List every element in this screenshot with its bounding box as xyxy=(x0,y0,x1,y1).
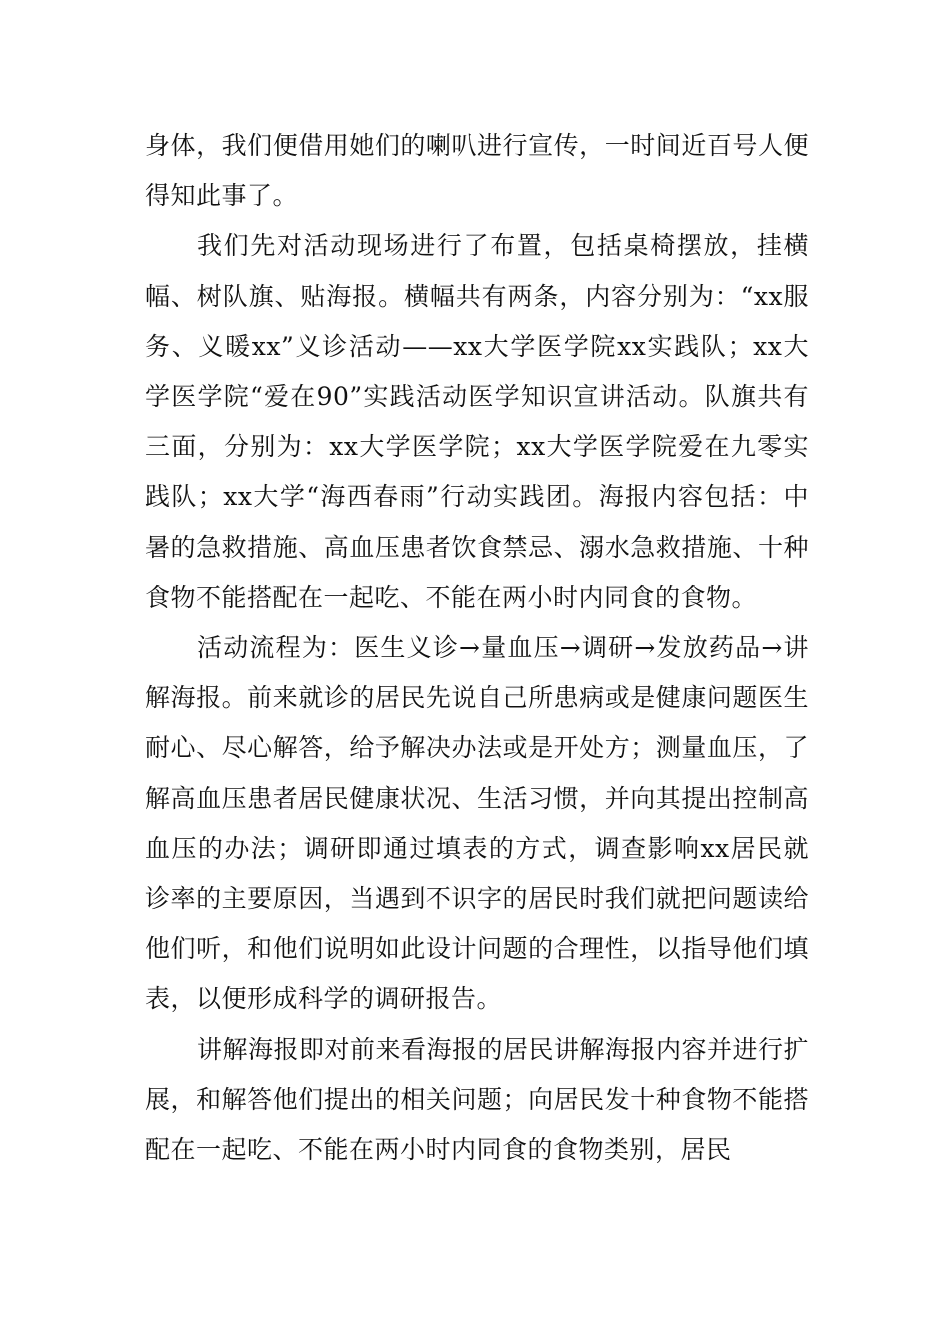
document-body xyxy=(145,121,809,1175)
paragraph-continuation: 身体，我们便借用她们的喇叭进行宣传，一时间近百号人便得知此事了。 xyxy=(145,131,809,211)
paragraph-activity-process: 活动流程为：医生义诊→量血压→调研→发放药品→讲解海报。前来就诊的居民先说自己所患病或是健康问题医生耐心、尽心解答，给予解决办法或是开处方；测量血压，了解高血压患者居民健康状况、生活习惯，并向其提出控制高血压的办法；调研即通过填表的方式，调查影响xx居民就诊率的主要原因，当遇到不识字的居民时我们就把问题读给他们听，和他们说明如此设计问题的合理性，以指导他们填表，以便形成科学的调研报告。 xyxy=(145,633,809,1014)
paragraph-poster-explanation: 讲解海报即对前来看海报的居民讲解海报内容并进行扩展，和解答他们提出的相关问题；向居民发十种食物不能搭配在一起吃、不能在两小时内同食的食物类别，居民 xyxy=(145,1034,810,1165)
paragraph-venue-setup: 我们先对活动现场进行了布置，包括桌椅摆放，挂横幅、树队旗、贴海报。横幅共有两条，内容分别为：“xx服务、义暖xx”义诊活动——xx大学医学院xx实践队；xx大学医学院“爱在90”实践活动医学知识宣讲活动。队旗共有三面，分别为：xx大学医学院；xx大学医学院爱在九零实践队；xx大学“海西春雨”行动实践团。海报内容包括：中暑的急救措施、高血压患者饮食禁忌、溺水急救措施、十种食物不能搭配在一起吃、不能在两小时内同食的食物。 xyxy=(145,231,809,612)
